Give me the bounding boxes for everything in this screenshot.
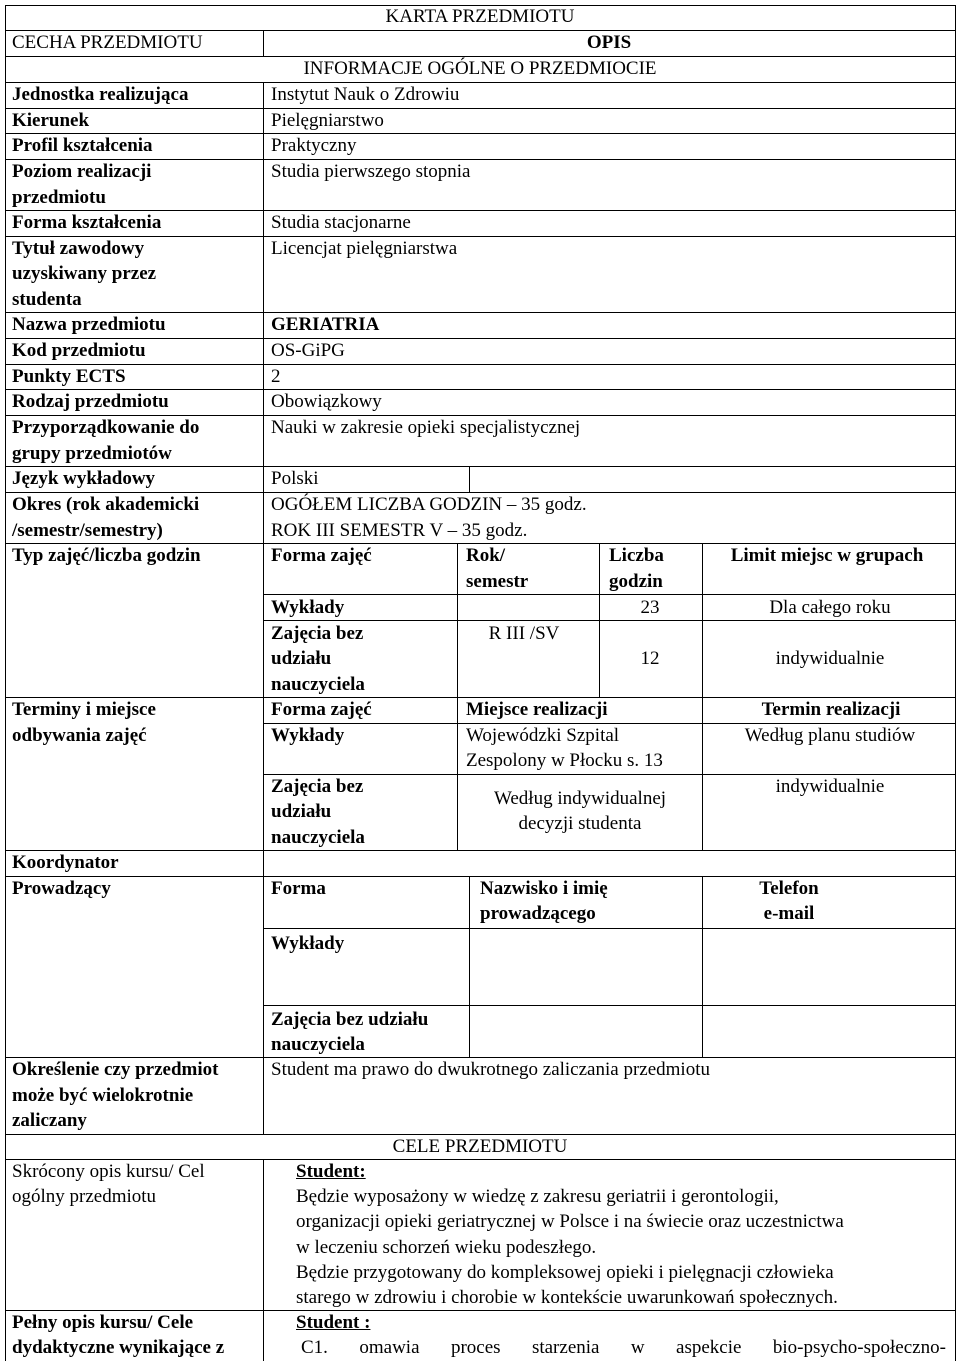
feature-column-header: CECHA PRZEDMIOTU [12, 32, 203, 53]
goals-text-line-2: organizacji opieki geriatrycznej w Polsce i na świecie oraz uczestnictwa [296, 1211, 844, 1232]
schedule-self-label-line-3: nauczyciela [271, 827, 365, 848]
schedule-form-header: Forma zajęć [271, 699, 372, 720]
teachers-phone-header: Telefon [759, 878, 819, 899]
c1-word: aspekcie [676, 1337, 742, 1358]
degree-label-line-3: studenta [12, 289, 82, 310]
goals-text-line-1: Będzie wyposażony w wiedzę z zakresu geriatrii i gerontologii, [296, 1186, 779, 1207]
profile-value: Praktyczny [271, 135, 357, 156]
retake-label-line-2: może być wielokrotnie [12, 1085, 194, 1106]
form-label: Forma kształcenia [12, 212, 162, 233]
schedule-label-line-2: odbywania zajęć [12, 725, 147, 746]
schedule-lecture-place-line-2: Zespolony w Płocku s. 13 [466, 750, 663, 771]
schedule-self-label-line-2: udziału [271, 801, 332, 822]
retake-label-line-3: zaliczany [12, 1110, 87, 1131]
level-label-line-1: Poziom realizacji [12, 161, 152, 182]
course-type-label: Rodzaj przedmiotu [12, 391, 169, 412]
field-value: Pielęgniarstwo [271, 110, 384, 131]
level-label-line-2: przedmiotu [12, 187, 106, 208]
degree-label-line-2: uzyskiwany przez [12, 263, 157, 284]
field-label: Kierunek [12, 110, 90, 131]
group-label-line-2: grupy przedmiotów [12, 443, 172, 464]
schedule-label-line-1: Terminy i miejsce [12, 699, 156, 720]
language-label: Język wykładowy [12, 468, 156, 489]
form-value: Studia stacjonarne [271, 212, 411, 233]
retake-value: Student ma prawo do dwukrotnego zaliczania przedmiotu [271, 1059, 710, 1080]
course-code-value: OS-GiPG [271, 340, 345, 361]
teachers-form-header: Forma [271, 878, 326, 899]
c1-word: C1. [301, 1337, 328, 1358]
hours-year-header-line-2: semestr [466, 571, 529, 592]
hours-self-limit: indywidualnie [775, 648, 885, 669]
short-description-label-line-1: Skrócony opis kursu/ Cel [12, 1161, 205, 1182]
card-title: KARTA PRZEDMIOTU [385, 6, 575, 27]
unit-value: Instytut Nauk o Zdrowiu [271, 84, 460, 105]
teachers-self-label-line-1: Zajęcia bez udziału [271, 1009, 429, 1030]
goals-text-line-4: Będzie przygotowany do kompleksowej opieki i pielęgnacji człowieka [296, 1262, 834, 1283]
general-info-section-title: INFORMACJE OGÓLNE O PRZEDMIOCIE [303, 58, 657, 79]
teachers-email-header: e-mail [763, 903, 815, 924]
goals-section-title: CELE PRZEDMIOTU [392, 1136, 568, 1157]
hours-form-header: Forma zajęć [271, 545, 372, 566]
level-value: Studia pierwszego stopnia [271, 161, 471, 182]
c1-word: starzenia [531, 1337, 600, 1358]
c1-word: bio-psycho-społeczno- [772, 1337, 946, 1358]
schedule-lecture-place-line-1: Wojewódzki Szpital [466, 725, 620, 746]
description-column-header: OPIS [586, 32, 632, 53]
course-type-value: Obowiązkowy [271, 391, 382, 412]
teachers-name-header-line-2: prowadzącego [480, 903, 596, 924]
schedule-place-header: Miejsce realizacji [466, 699, 608, 720]
group-label-line-1: Przyporządkowanie do [12, 417, 200, 438]
schedule-term-header: Termin realizacji [761, 699, 901, 720]
hours-self-label-line-1: Zajęcia bez [271, 623, 364, 644]
course-code-label: Kod przedmiotu [12, 340, 146, 361]
full-student-heading: Student : [296, 1312, 371, 1333]
hours-limit-header: Limit miejsc w grupach [730, 545, 924, 566]
hours-self-label-line-3: nauczyciela [271, 674, 365, 695]
full-description-label-line-2: dydaktyczne wynikające z [12, 1337, 225, 1358]
hours-lecture-limit: Dla całego roku [769, 597, 891, 618]
hours-year-header-line-1: Rok/ [466, 545, 506, 566]
retake-label-line-1: Określenie czy przedmiot [12, 1059, 219, 1080]
degree-label-line-1: Tytuł zawodowy [12, 238, 145, 259]
schedule-lecture-label: Wykłady [271, 725, 345, 746]
schedule-self-label-line-1: Zajęcia bez [271, 776, 364, 797]
teachers-name-header-line-1: Nazwisko i imię [480, 878, 608, 899]
full-description-label-line-1: Pełny opis kursu/ Cele [12, 1312, 194, 1333]
schedule-lecture-term: Według planu studiów [744, 725, 916, 746]
course-name-label: Nazwa przedmiotu [12, 314, 166, 335]
unit-label: Jednostka realizująca [12, 84, 189, 105]
period-total-hours: OGÓŁEM LICZBA GODZIN – 35 godz. [271, 494, 587, 515]
c1-word: w [630, 1337, 645, 1358]
course-name-value: GERIATRIA [271, 314, 380, 335]
short-description-label-line-2: ogólny przedmiotu [12, 1186, 157, 1207]
teachers-self-label-line-2: nauczyciela [271, 1034, 365, 1055]
schedule-self-place-line-2: decyzji studenta [518, 813, 642, 834]
hours-self-count: 12 [640, 648, 660, 669]
teachers-label: Prowadzący [12, 878, 111, 899]
ects-value: 2 [271, 366, 281, 387]
hours-lecture-count: 23 [640, 597, 660, 618]
period-label-line-2: /semestr/semestry) [12, 520, 163, 541]
profile-label: Profil kształcenia [12, 135, 153, 156]
ects-label: Punkty ECTS [12, 366, 126, 387]
schedule-self-term: indywidualnie [775, 776, 885, 797]
group-value: Nauki w zakresie opieki specjalistycznej [271, 417, 581, 438]
schedule-self-place-line-1: Według indywidualnej [493, 788, 667, 809]
period-semester-hours: ROK III SEMESTR V – 35 godz. [271, 520, 528, 541]
hours-self-label-line-2: udziału [271, 648, 332, 669]
hours-count-header-line-2: godzin [609, 571, 663, 592]
hours-year-semester-value: R III /SV [488, 623, 560, 644]
c1-objective-line [301, 1335, 946, 1361]
hours-count-header-line-1: Liczba [609, 545, 664, 566]
period-label-line-1: Okres (rok akademicki [12, 494, 200, 515]
c1-word: proces [450, 1337, 501, 1358]
hours-lecture-label: Wykłady [271, 597, 345, 618]
c1-word: omawia [359, 1337, 420, 1358]
teachers-lecture-label: Wykłady [271, 933, 345, 954]
coordinator-label: Koordynator [12, 852, 119, 873]
language-value: Polski [271, 468, 319, 489]
goals-text-line-3: w leczeniu schorzeń wieku podeszłego. [296, 1237, 597, 1258]
goals-student-heading: Student: [296, 1161, 366, 1182]
degree-value: Licencjat pielęgniarstwa [271, 238, 458, 259]
hours-section-label: Typ zajęć/liczba godzin [12, 545, 201, 566]
goals-text-line-5: starego w zdrowiu i chorobie w kontekście uwarunkowań społecznych. [296, 1287, 838, 1308]
